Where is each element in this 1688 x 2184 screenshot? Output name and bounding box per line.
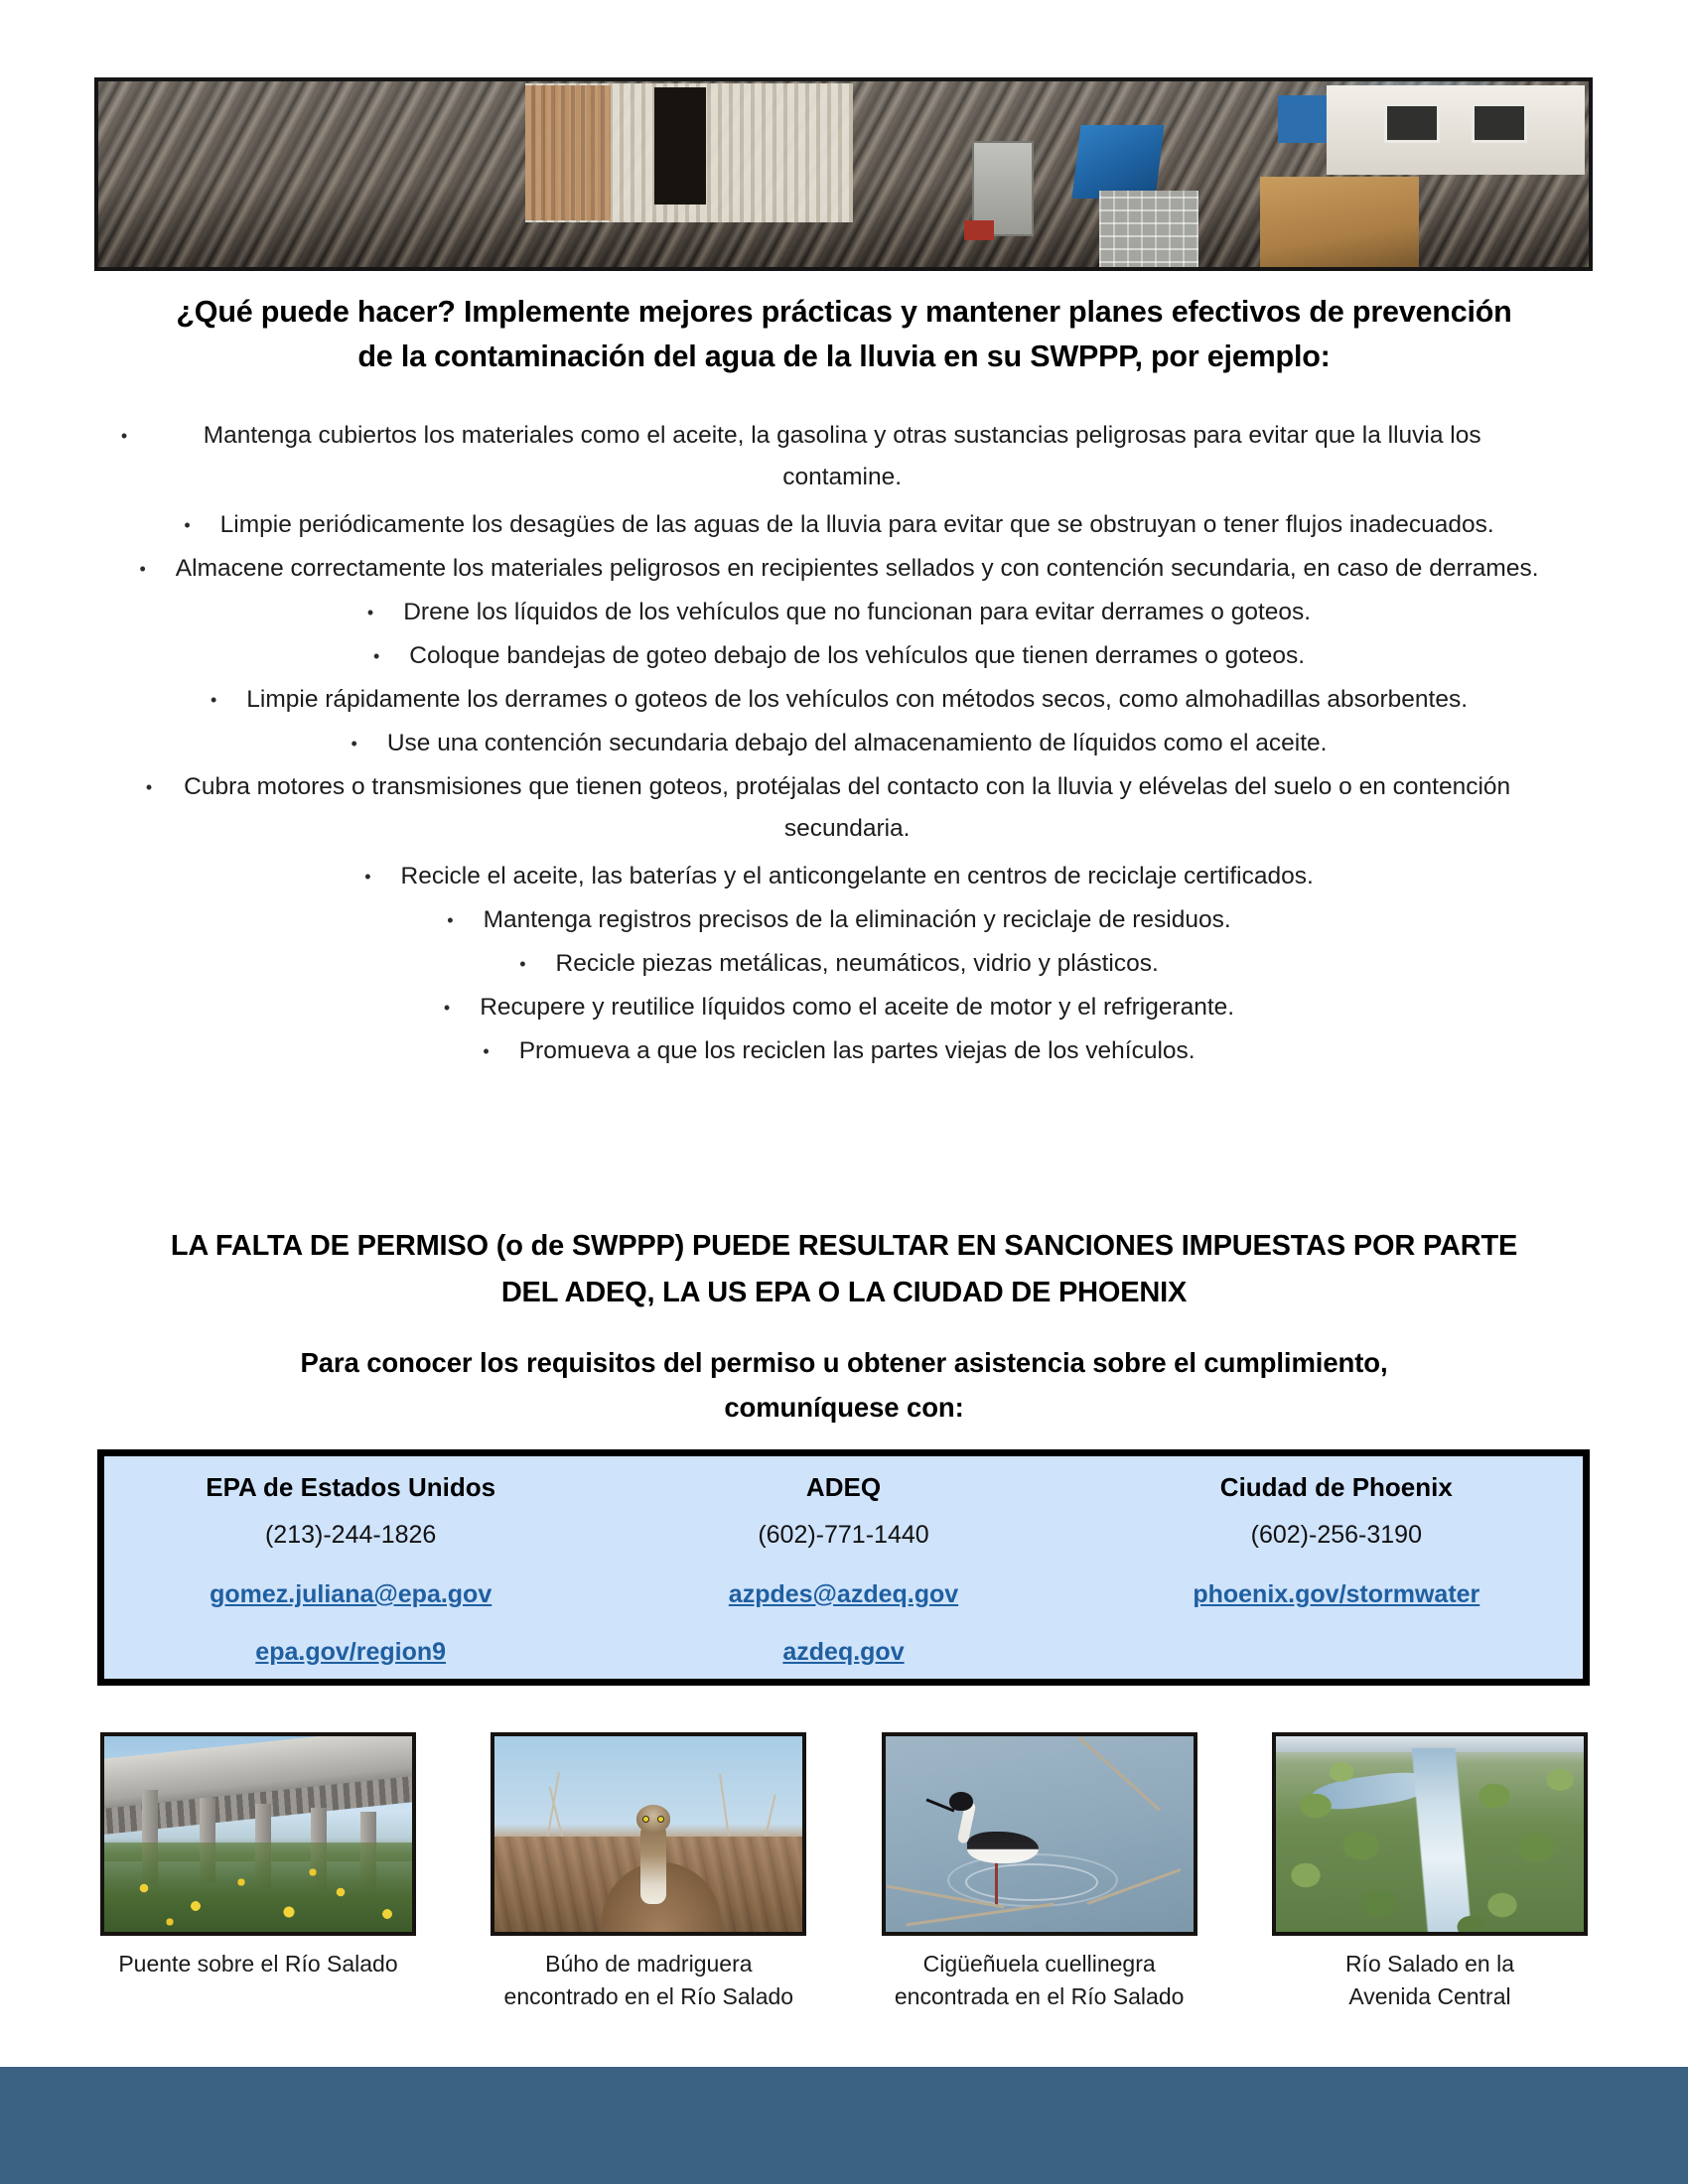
list-item-text: Recupere y reutilice líquidos como el aceite de motor y el refrigerante. <box>480 994 1235 1021</box>
list-item <box>94 723 1584 764</box>
list-item <box>94 987 1584 1028</box>
bullet-marker-icon: • <box>443 998 451 1018</box>
photo-caption <box>94 1948 422 1980</box>
penalty-warning-line-1: LA FALTA DE PERMISO (o de SWPPP) PUEDE RESULTAR EN SANCIONES IMPUESTAS POR PARTE <box>170 1230 1518 1262</box>
list-item <box>94 679 1584 721</box>
list-item <box>94 504 1584 546</box>
list-item-text: Coloque bandejas de goteo debajo de los vehículos que tienen derrames o goteos. <box>409 642 1305 669</box>
contact-column-epa <box>104 1456 597 1679</box>
list-item <box>94 592 1584 633</box>
list-item-text: Recicle el aceite, las baterías y el anticongelante en centros de reciclaje certificados. <box>400 863 1314 889</box>
penalty-warning-line-2: DEL ADEQ, LA US EPA O LA CIUDAD DE PHOENIX <box>500 1277 1188 1308</box>
stilt-photo-artwork <box>886 1736 1194 1932</box>
contact-website-link[interactable]: epa.gov/region9 <box>255 1638 447 1666</box>
dry-branch-shape <box>906 1903 1054 1927</box>
list-item <box>94 899 1584 941</box>
footer-accent-bar <box>0 2067 1688 2184</box>
riparian-trees-shape <box>1276 1736 1584 1932</box>
photo-caption-line-2: encontrada en el Río Salado <box>894 1983 1185 2009</box>
contact-title: ADEQ <box>805 1472 882 1502</box>
photo-frame <box>100 1732 416 1936</box>
list-item-text: Mantenga cubiertos los materiales como el aceite, la gasolina y otras sustancias peligrosas para evitar que la lluvia los contamine. <box>203 422 1481 490</box>
stilt-leg-shape <box>995 1859 998 1907</box>
contact-information-box <box>97 1449 1590 1686</box>
photo-frame <box>1272 1732 1588 1936</box>
banner-doorway-shape <box>654 87 706 205</box>
bullet-marker-icon: • <box>120 426 128 446</box>
photo-caption <box>876 1948 1203 2013</box>
main-heading <box>94 290 1594 379</box>
list-item-text: Use una contención secundaria debajo del almacenamiento de líquidos como el aceite. <box>386 730 1328 756</box>
list-item <box>94 548 1584 590</box>
bullet-marker-icon: • <box>519 954 526 974</box>
banner-tote-tank-shape <box>1099 191 1198 271</box>
owl-photo-artwork <box>494 1736 802 1932</box>
contact-phone: (213)-244-1826 <box>264 1521 437 1549</box>
photo-item-bridge <box>94 1732 422 2030</box>
photo-caption-line-1: Río Salado en la <box>1344 1951 1515 1977</box>
contact-phone: (602)-256-3190 <box>1250 1521 1422 1549</box>
photo-frame <box>491 1732 806 1936</box>
contact-email-link[interactable]: gomez.juliana@epa.gov <box>210 1580 492 1608</box>
bullet-marker-icon: • <box>145 777 153 797</box>
bullet-marker-icon: • <box>351 734 357 753</box>
bullet-marker-icon: • <box>447 910 454 930</box>
stilt-body-shape <box>967 1832 1039 1863</box>
list-item <box>94 766 1564 850</box>
contact-title: Ciudad de Phoenix <box>1219 1472 1453 1502</box>
rio-salado-photo-artwork <box>1276 1736 1584 1932</box>
photo-caption-line-1: Cigüeñuela cuellinegra <box>922 1951 1156 1977</box>
list-item-text: Mantenga registros precisos de la eliminación y reciclaje de residuos. <box>483 906 1231 933</box>
bullet-marker-icon: • <box>364 867 371 887</box>
list-item-text: Recicle piezas metálicas, neumáticos, vidrio y plásticos. <box>555 950 1159 977</box>
bullet-marker-icon: • <box>366 603 374 622</box>
penalty-warning-heading <box>94 1223 1594 1316</box>
scrapyard-banner-image <box>94 77 1593 271</box>
banner-trailer-shape <box>1327 85 1585 175</box>
yellow-flowers-shape <box>104 1843 412 1932</box>
bullet-marker-icon: • <box>210 690 217 710</box>
banner-blue-bin-shape <box>1071 125 1164 199</box>
bullet-marker-icon: • <box>139 559 146 579</box>
main-heading-line-1: ¿Qué puede hacer? Implemente mejores prácticas y mantener planes efectivos de prevención <box>176 295 1512 329</box>
bullet-marker-icon: • <box>184 515 191 535</box>
list-item <box>94 943 1584 985</box>
contact-title: EPA de Estados Unidos <box>206 1472 496 1502</box>
photo-caption-line-1: Puente sobre el Río Salado <box>118 1951 398 1977</box>
dry-branch-shape <box>1077 1736 1161 1812</box>
photo-caption-line-2: encontrado en el Río Salado <box>503 1983 794 2009</box>
main-heading-line-2: de la contaminación del agua de la lluvia en su SWPPP, por ejemplo: <box>357 340 1331 373</box>
banner-rusted-wall-shape <box>525 85 611 220</box>
bridge-photo-artwork <box>104 1736 412 1932</box>
contact-intro-heading <box>94 1340 1594 1430</box>
contact-phone: (602)-771-1440 <box>758 1521 929 1549</box>
contact-website-link[interactable]: azdeq.gov <box>782 1638 905 1666</box>
banner-trailer-window-shape <box>1384 103 1440 143</box>
photo-gallery <box>94 1732 1594 2030</box>
contact-email-link[interactable]: azpdes@azdeq.gov <box>728 1580 959 1608</box>
contact-intro-line-2: comuníquese con: <box>724 1392 964 1423</box>
list-item-text: Cubra motores o transmisiones que tienen goteos, protéjalas del contacto con la lluvia y elévelas del suelo o en contención secundaria. <box>184 773 1511 842</box>
owl-body-shape <box>640 1821 666 1904</box>
list-item <box>94 1030 1584 1072</box>
best-practices-list <box>94 415 1594 1074</box>
bullet-marker-icon: • <box>372 646 380 666</box>
photo-item-rio-salado <box>1266 1732 1594 2030</box>
contact-intro-line-1: Para conocer los requisitos del permiso u obtener asistencia sobre el cumplimiento, <box>300 1347 1388 1378</box>
list-item <box>94 415 1554 498</box>
list-item-text: Limpie rápidamente los derrames o goteos de los vehículos con métodos secos, como almohadillas absorbentes. <box>246 686 1469 713</box>
photo-item-black-necked-stilt <box>876 1732 1203 2030</box>
photo-caption-line-1: Búho de madriguera <box>545 1951 753 1977</box>
bullet-marker-icon: • <box>483 1041 490 1061</box>
list-item-text: Drene los líquidos de los vehículos que no funcionan para evitar derrames o goteos. <box>403 599 1312 625</box>
photo-frame <box>882 1732 1197 1936</box>
list-item <box>94 635 1584 677</box>
photo-caption-line-2: Avenida Central <box>1348 1983 1511 2009</box>
photo-item-burrowing-owl <box>485 1732 812 2030</box>
photo-caption <box>1266 1948 1594 2013</box>
contact-column-phoenix <box>1090 1456 1583 1679</box>
banner-red-marker-shape <box>964 220 994 240</box>
water-ripple-shape <box>965 1863 1098 1901</box>
photo-caption <box>485 1948 812 2013</box>
list-item-text: Promueva a que los reciclen las partes viejas de los vehículos. <box>518 1037 1196 1064</box>
contact-column-adeq <box>597 1456 1089 1679</box>
list-item-text: Limpie periódicamente los desagües de las aguas de la lluvia para evitar que se obstruyan o tener flujos inadecuados. <box>219 511 1494 538</box>
list-item-text: Almacene correctamente los materiales peligrosos en recipientes sellados y con contención secundaria, en caso de derrames. <box>175 555 1539 582</box>
list-item <box>94 856 1584 897</box>
banner-tan-container-shape <box>1260 177 1419 271</box>
contact-website-link[interactable]: phoenix.gov/stormwater <box>1193 1580 1480 1608</box>
banner-trailer-window-shape <box>1472 103 1527 143</box>
